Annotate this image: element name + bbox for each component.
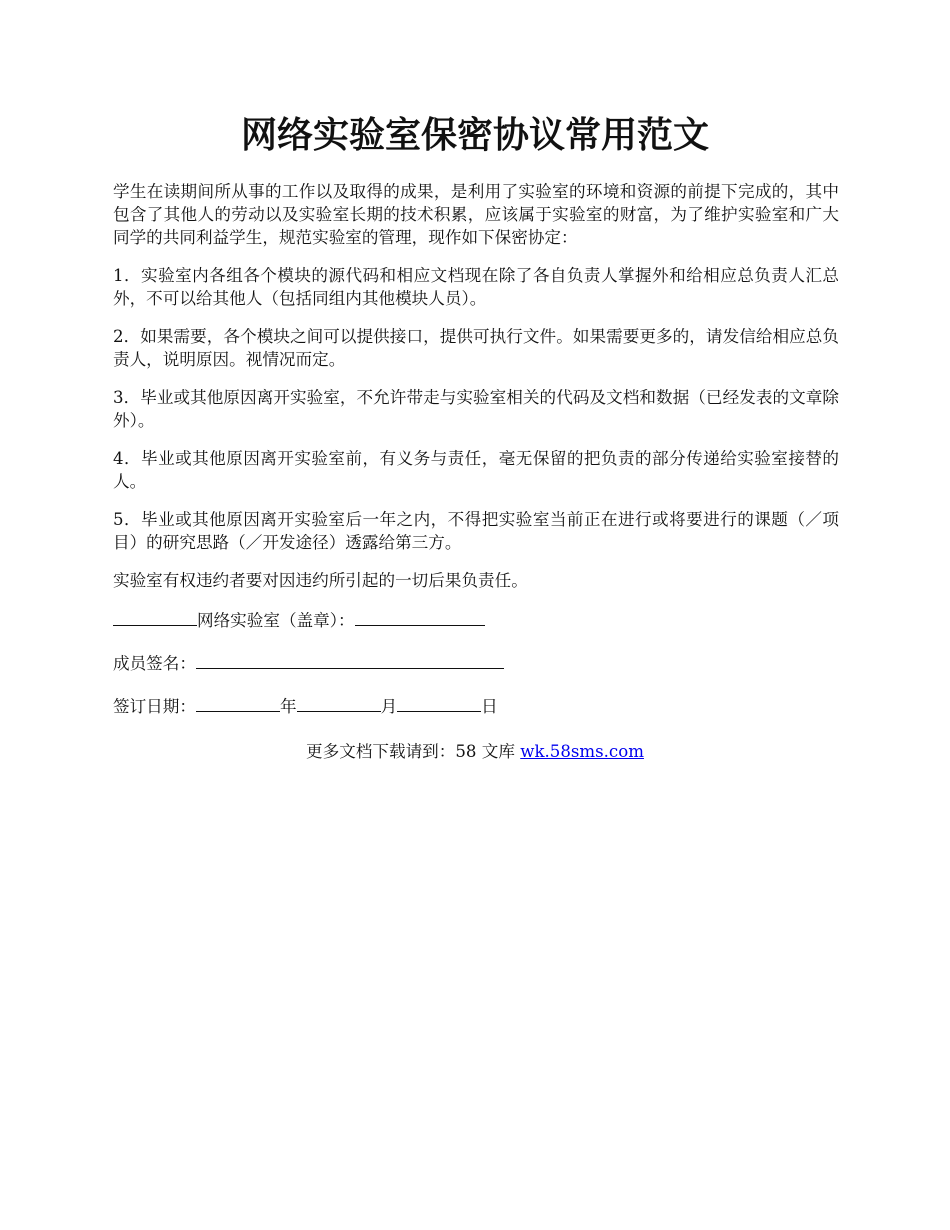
member-signature-line	[113, 650, 839, 675]
blank-line	[355, 607, 485, 626]
blank-line	[196, 650, 504, 669]
sign-date-label: 签订日期：	[113, 697, 196, 716]
clause-5: 5．毕业或其他原因离开实验室后一年之内，不得把实验室当前正在进行或将要进行的课题（／项目）的研究思路（／开发途径）透露给第三方。	[113, 510, 839, 552]
document-body	[113, 180, 839, 736]
lab-seal-line	[113, 607, 839, 632]
blank-line	[297, 693, 381, 712]
footer	[0, 740, 950, 763]
month-label: 月	[380, 697, 398, 716]
blank-line	[397, 693, 481, 712]
blank-line	[113, 607, 197, 626]
footer-link[interactable]: wk.58sms.com	[520, 742, 644, 761]
footer-text: 更多文档下载请到：58 文库	[306, 742, 521, 761]
lab-seal-label: 网络实验室（盖章）：	[197, 611, 355, 630]
clause-2: 2．如果需要，各个模块之间可以提供接口，提供可执行文件。如果需要更多的，请发信给相应总负责人，说明原因。视情况而定。	[113, 327, 839, 369]
year-label: 年	[279, 697, 297, 716]
day-label: 日	[481, 697, 498, 716]
clause-4: 4．毕业或其他原因离开实验室前，有义务与责任，毫无保留的把负责的部分传递给实验室接替的人。	[113, 449, 839, 491]
sign-date-line	[113, 693, 839, 718]
blank-line	[196, 693, 280, 712]
member-signature-label: 成员签名：	[113, 654, 196, 673]
clause-3: 3．毕业或其他原因离开实验室，不允许带走与实验室相关的代码及文档和数据（已经发表的文章除外）。	[113, 388, 839, 430]
page-title: 网络实验室保密协议常用范文	[240, 114, 709, 156]
clause-1: 1．实验室内各组各个模块的源代码和相应文档现在除了各自负责人掌握外和给相应总负责人汇总外，不可以给其他人（包括同组内其他模块人员）。	[113, 266, 839, 308]
closing-paragraph: 实验室有权违约者要对因违约所引起的一切后果负责任。	[113, 571, 528, 590]
intro-paragraph: 学生在读期间所从事的工作以及取得的成果，是利用了实验室的环境和资源的前提下完成的，其中包含了其他人的劳动以及实验室长期的技术积累，应该属于实验室的财富，为了维护实验室和广大同学的共同利益学生，规范实验室的管理，现作如下保密协定：	[113, 182, 839, 247]
